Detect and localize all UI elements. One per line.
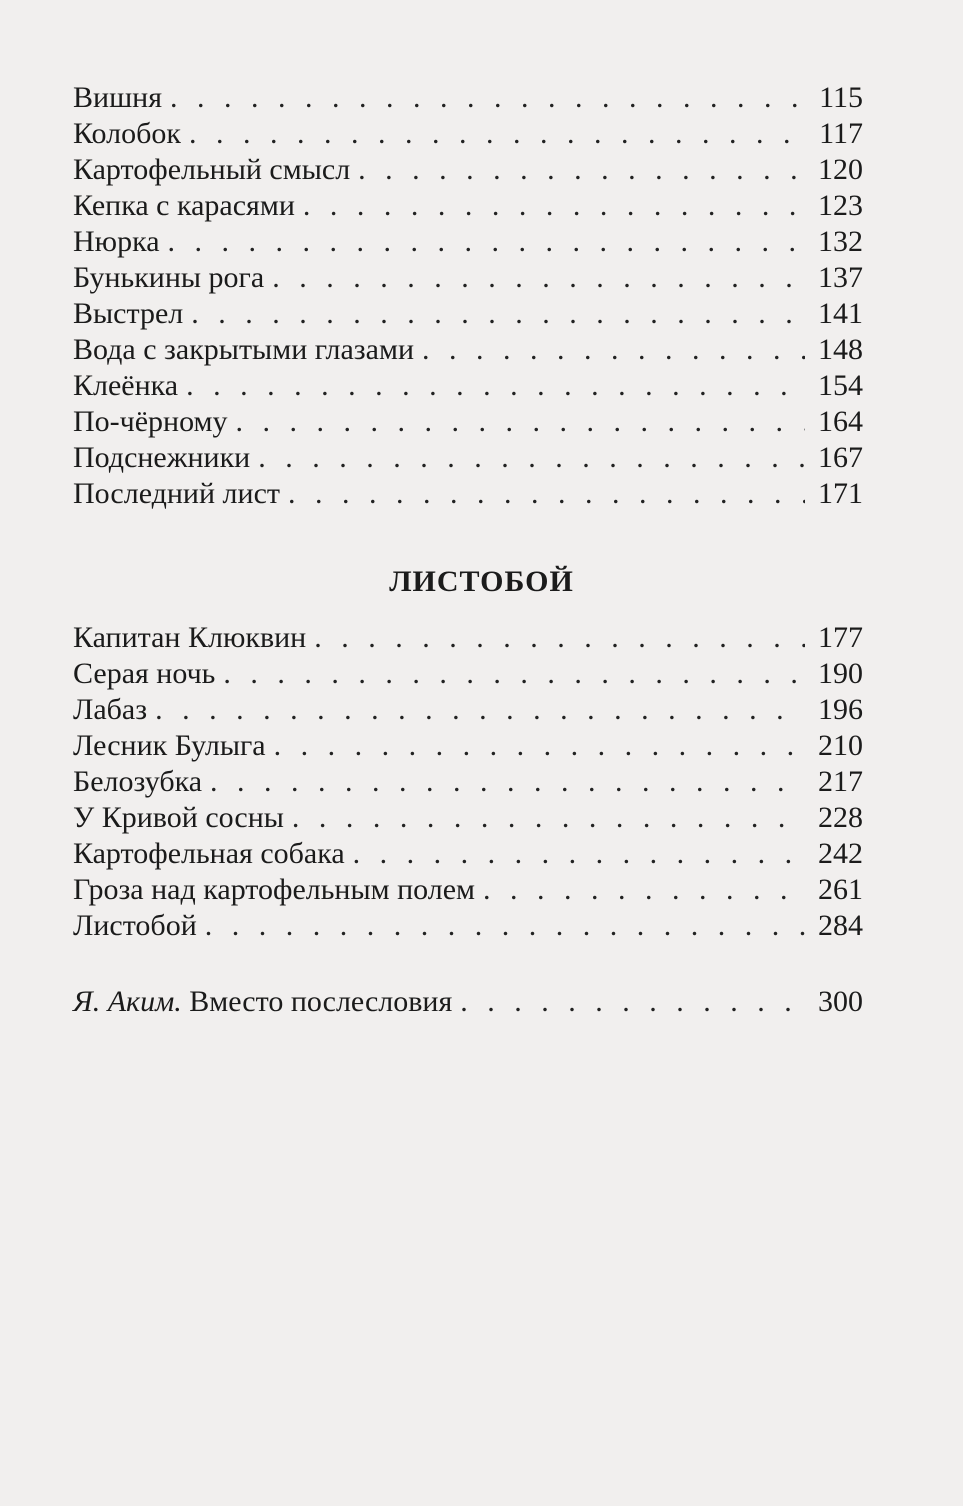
dot-leader [236, 404, 805, 440]
dot-leader [168, 224, 805, 260]
entry-page: 300 [818, 985, 863, 1018]
dot-leader [303, 188, 805, 224]
toc-entry [73, 872, 863, 908]
toc-entry [73, 800, 863, 836]
entry-title: Листобой [73, 909, 197, 942]
entry-title: Вишня [73, 81, 163, 114]
entry-page: 171 [818, 477, 863, 510]
entry-title: Гроза над картофельным полем [73, 873, 476, 906]
section-heading: ЛИСТОБОЙ [389, 565, 574, 598]
entry-title: Кепка с карасями [73, 189, 295, 222]
dot-leader [358, 152, 805, 188]
entry-title: Картофельный смысл [73, 153, 351, 186]
dot-leader [189, 116, 805, 152]
entry-page: 190 [818, 657, 863, 690]
toc-entry [73, 440, 863, 476]
entry-page: 154 [818, 369, 863, 402]
entry-title: Серая ночь [73, 657, 216, 690]
dot-leader [422, 332, 805, 368]
toc-entry [73, 80, 863, 116]
entry-title: Последний лист [73, 477, 280, 510]
toc-entry [73, 116, 863, 152]
toc-entry [73, 836, 863, 872]
toc-entry [73, 188, 863, 224]
entry-page: 123 [818, 189, 863, 222]
toc-entry [73, 260, 863, 296]
toc-entry [73, 404, 863, 440]
entry-title: Картофельная собака [73, 837, 345, 870]
entry-title: Лабаз [73, 693, 148, 726]
entry-title: По-чёрному [73, 405, 228, 438]
toc-entry [73, 656, 863, 692]
entry-title: Вода с закрытыми глазами [73, 333, 415, 366]
toc-entry [73, 728, 863, 764]
dot-leader [353, 836, 805, 872]
entry-title: Подснежники [73, 441, 251, 474]
entry-page: 115 [819, 81, 863, 114]
entry-page: 164 [818, 405, 863, 438]
entry-page: 148 [818, 333, 863, 366]
dot-leader [483, 872, 805, 908]
toc-entry [73, 908, 863, 944]
toc-entry [73, 332, 863, 368]
entry-page: 137 [818, 261, 863, 294]
entry-page: 167 [818, 441, 863, 474]
entry-page: 217 [818, 765, 863, 798]
afterword-title: Вместо послесловия [189, 985, 453, 1018]
entry-title: Бунькины рога [73, 261, 265, 294]
entry-title: Белозубка [73, 765, 203, 798]
entry-title: Выстрел [73, 297, 184, 330]
toc-entry [73, 296, 863, 332]
entry-title: Лесник Булыга [73, 729, 266, 762]
dot-leader [274, 728, 805, 764]
toc-entry [73, 476, 863, 512]
entry-page: 242 [818, 837, 863, 870]
entry-page: 132 [818, 225, 863, 258]
toc-entry [73, 764, 863, 800]
entry-title: Клеёнка [73, 369, 179, 402]
toc-entry [73, 368, 863, 404]
toc-group-afterword [73, 984, 863, 1020]
entry-page: 228 [818, 801, 863, 834]
dot-leader [223, 656, 805, 692]
entry-page: 141 [818, 297, 863, 330]
afterword-author: Я. Аким. [73, 985, 182, 1018]
toc-group-listoboy [73, 620, 863, 944]
dot-leader [155, 692, 805, 728]
entry-title: Колобок [73, 117, 181, 150]
toc-entry [73, 152, 863, 188]
entry-page: 196 [818, 693, 863, 726]
toc-entry-afterword [73, 984, 863, 1020]
entry-page: 210 [818, 729, 863, 762]
entry-title: Капитан Клюквин [73, 621, 307, 654]
entry-page: 177 [818, 621, 863, 654]
dot-leader [314, 620, 805, 656]
dot-leader [288, 476, 805, 512]
entry-page: 284 [818, 909, 863, 942]
toc-entry [73, 692, 863, 728]
dot-leader [460, 984, 805, 1020]
dot-leader [170, 80, 805, 116]
dot-leader [191, 296, 805, 332]
dot-leader [210, 764, 805, 800]
entry-page: 117 [819, 117, 863, 150]
toc-group-main [73, 80, 863, 512]
dot-leader [292, 800, 805, 836]
dot-leader [205, 908, 805, 944]
toc-entry [73, 224, 863, 260]
entry-page: 261 [818, 873, 863, 906]
dot-leader [272, 260, 805, 296]
entry-page: 120 [818, 153, 863, 186]
entry-title: У Кривой сосны [73, 801, 284, 834]
entry-title [73, 984, 460, 1020]
dot-leader [186, 368, 805, 404]
dot-leader [258, 440, 805, 476]
entry-title: Нюрка [73, 225, 160, 258]
toc-entry [73, 620, 863, 656]
